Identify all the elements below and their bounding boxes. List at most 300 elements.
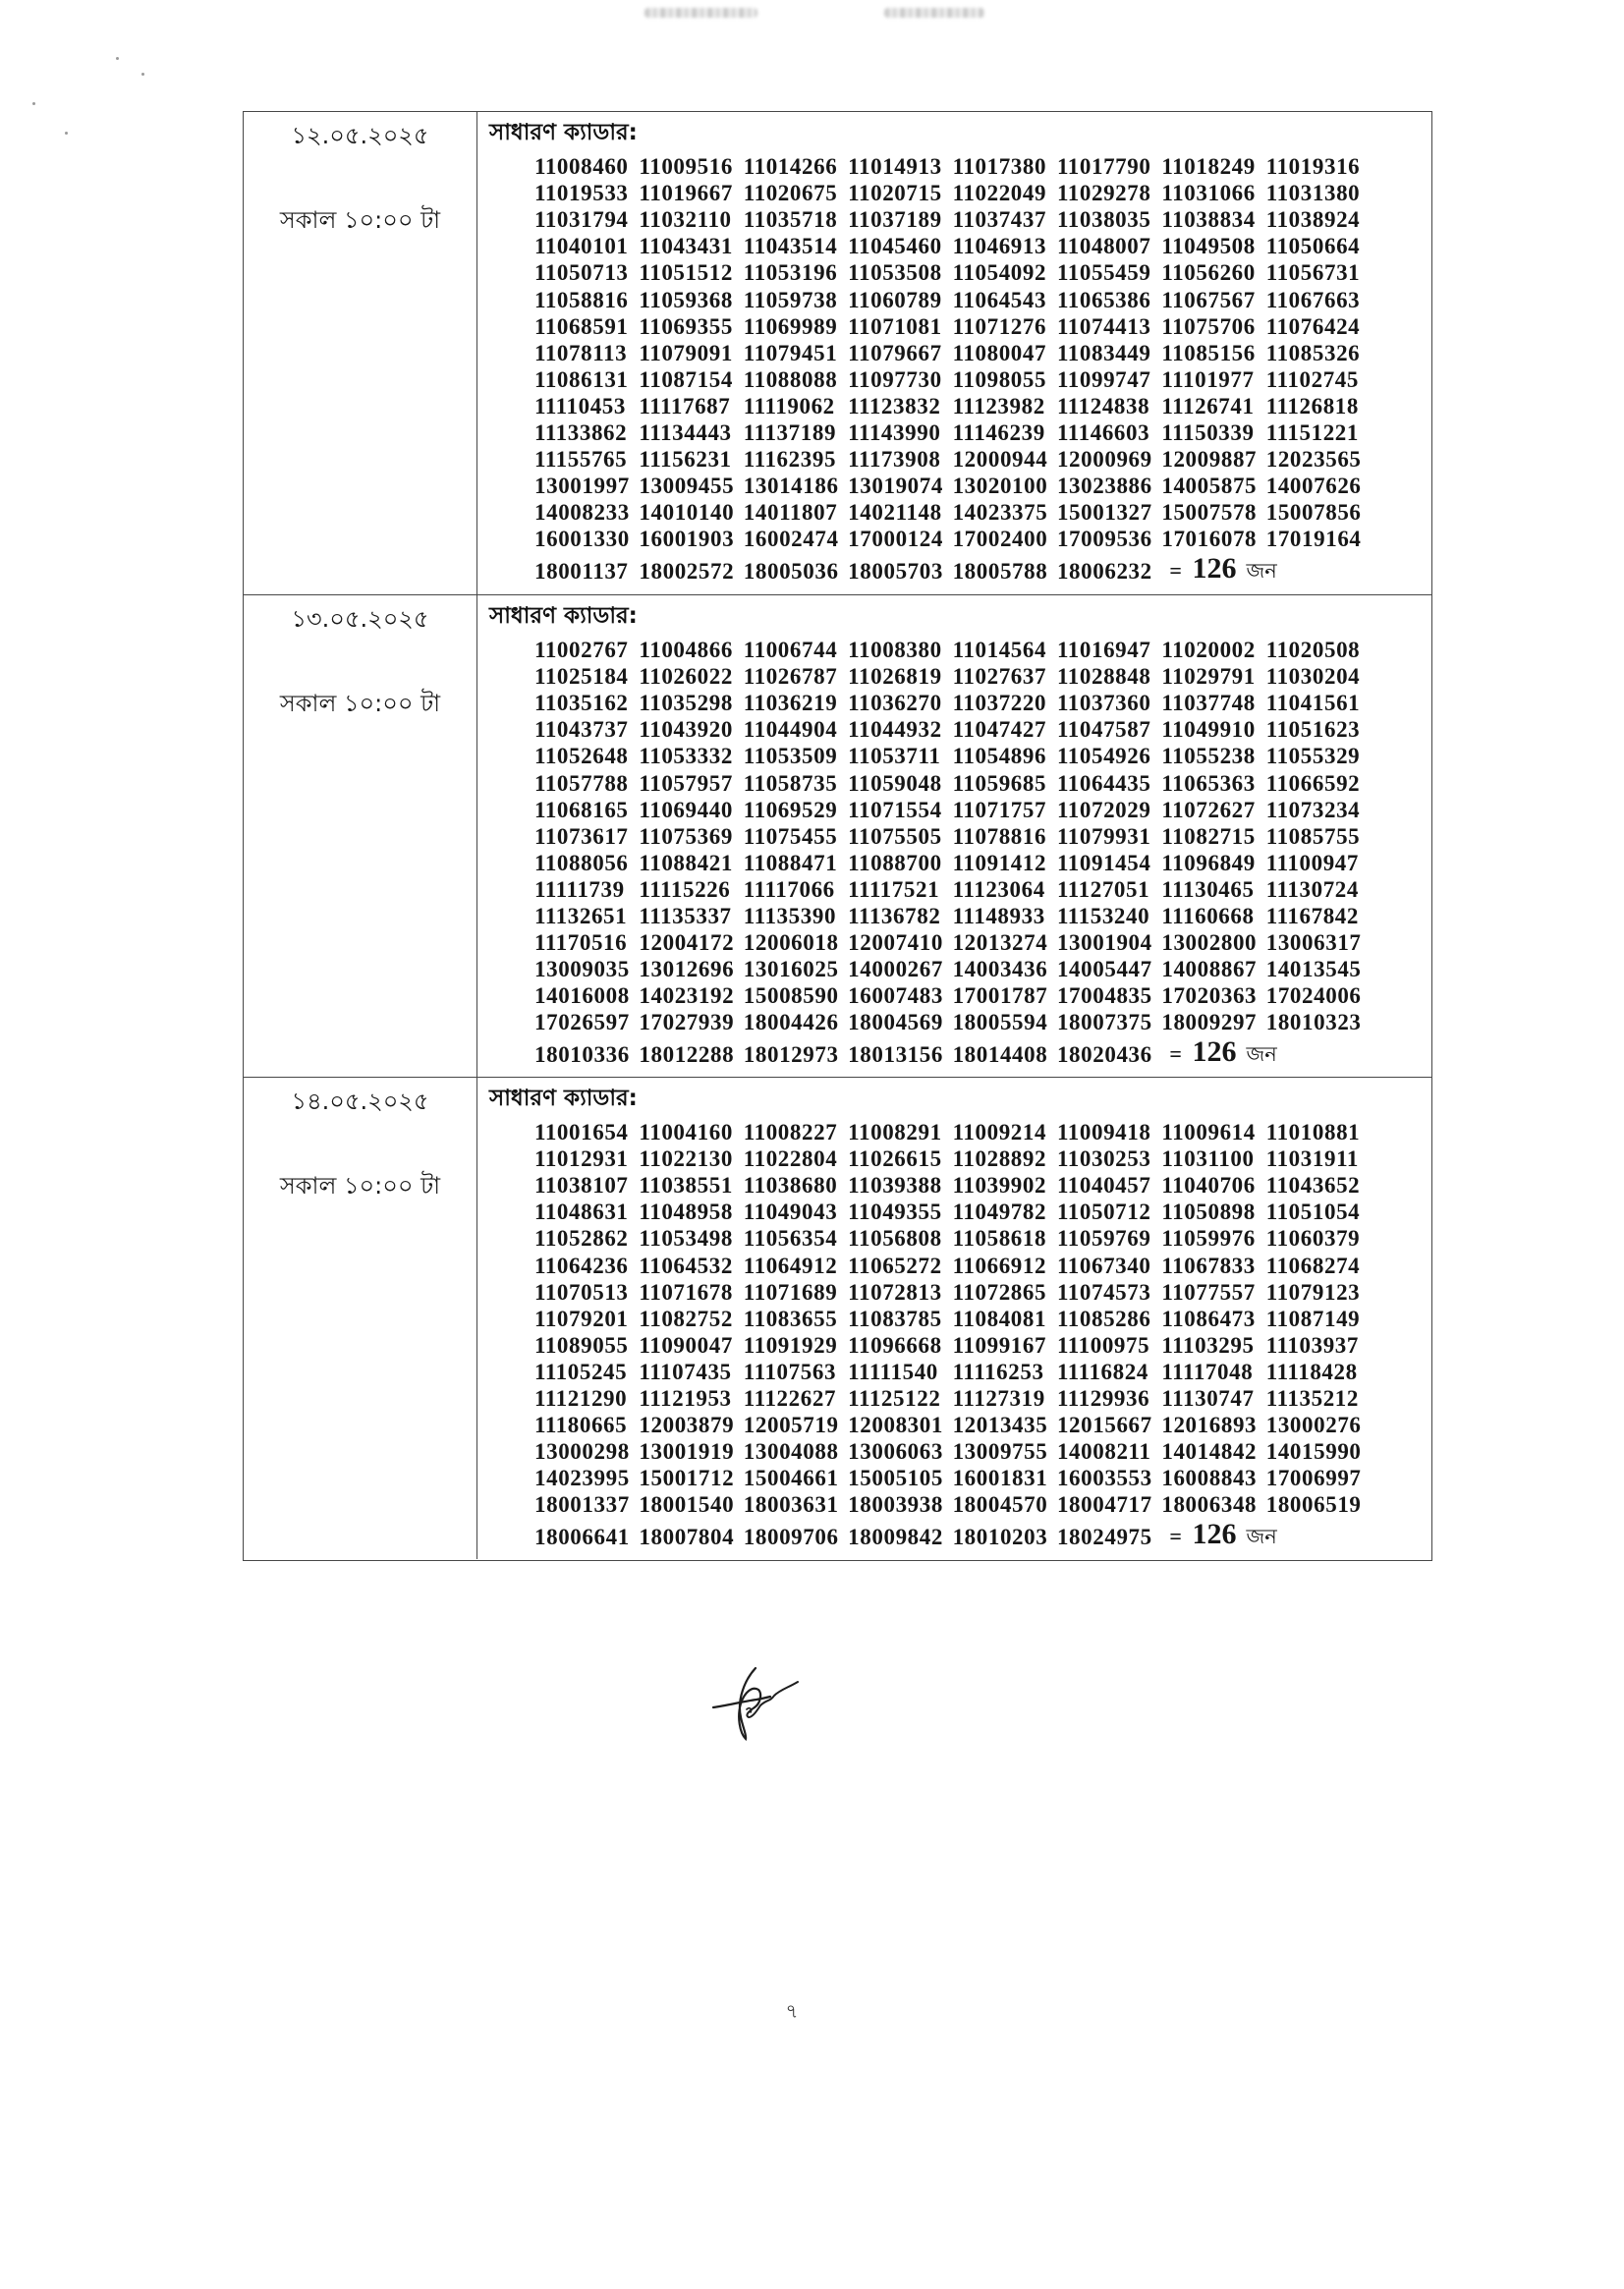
roll-number: 11050898 <box>1161 1200 1256 1225</box>
roll-number: 18010323 <box>1265 1010 1362 1035</box>
roll-number: 11170516 <box>534 930 628 956</box>
roll-number: 11020508 <box>1265 638 1361 663</box>
roll-number: 11091454 <box>1056 850 1151 875</box>
total-count-unit: জন <box>1246 1042 1277 1067</box>
roll-number: 11130747 <box>1161 1386 1255 1412</box>
roll-number: 11084081 <box>952 1306 1047 1331</box>
roll-number: 11127051 <box>1056 876 1150 902</box>
roll-number: 11075455 <box>743 823 838 849</box>
roll-number: 13002800 <box>1161 930 1258 956</box>
roll-number: 11162395 <box>743 447 837 473</box>
roll-number: 11086473 <box>1161 1306 1256 1331</box>
roll-number: 18006641 <box>534 1525 630 1550</box>
roll-number: 13009755 <box>952 1439 1048 1465</box>
roll-number: 11072627 <box>1161 797 1256 822</box>
roll-number: 11019316 <box>1265 154 1361 180</box>
roll-number: 11088471 <box>743 850 838 875</box>
roll-number: 11057957 <box>639 770 733 796</box>
roll-number: 18009842 <box>848 1525 943 1550</box>
roll-number: 11052862 <box>534 1226 629 1252</box>
roll-number: 11057788 <box>534 770 629 796</box>
roll-number: 12013274 <box>952 930 1048 956</box>
roll-number: 11148933 <box>952 904 1045 929</box>
roll-number: 11116824 <box>1056 1359 1148 1384</box>
roll-number: 11050713 <box>534 260 629 286</box>
roll-number: 18012288 <box>639 1042 735 1068</box>
roll-number: 11130465 <box>1161 876 1255 902</box>
roll-number: 11089055 <box>534 1332 629 1358</box>
roll-number: 16002474 <box>743 527 839 552</box>
roll-number: 11146603 <box>1056 420 1150 446</box>
roll-number: 14008211 <box>1056 1439 1151 1465</box>
roll-number: 11083655 <box>743 1306 838 1331</box>
roll-number: 11022804 <box>743 1146 838 1172</box>
roll-number: 11069355 <box>639 313 733 339</box>
roll-number: 11068165 <box>534 797 629 822</box>
roll-number: 11079201 <box>534 1306 629 1331</box>
roll-number: 16001831 <box>952 1466 1048 1491</box>
roll-number: 11043431 <box>639 234 733 259</box>
roll-number: 11155765 <box>534 447 628 473</box>
roll-number: 11069989 <box>743 313 838 339</box>
roll-number: 17006997 <box>1265 1466 1362 1491</box>
roll-number: 11059048 <box>848 770 942 796</box>
roll-number: 11053509 <box>743 744 838 769</box>
roll-number: 12006018 <box>743 930 839 956</box>
roll-number: 11014564 <box>952 638 1047 663</box>
roll-number: 11008460 <box>534 154 629 180</box>
roll-number: 11146239 <box>952 420 1045 446</box>
total-count <box>1161 1518 1371 1551</box>
roll-number: 11043737 <box>534 717 629 743</box>
roll-number: 11053711 <box>848 744 941 769</box>
page-number: ৭ <box>785 1999 799 2023</box>
roll-number: 12004172 <box>639 930 735 956</box>
roll-number: 17019164 <box>1265 527 1362 552</box>
roll-number: 11088056 <box>534 850 629 875</box>
roll-number: 11038107 <box>534 1173 629 1199</box>
roll-number: 14015990 <box>1265 1439 1362 1465</box>
roll-number: 18007375 <box>1056 1010 1152 1035</box>
roll-number: 11029791 <box>1161 664 1256 690</box>
roll-number: 18004570 <box>952 1492 1048 1518</box>
roll-number: 11031100 <box>1161 1146 1255 1172</box>
roll-number: 17000124 <box>848 527 943 552</box>
roll-number: 11088088 <box>743 366 838 392</box>
roll-number: 11101977 <box>1161 366 1255 392</box>
roll-number: 11059976 <box>1161 1226 1256 1252</box>
roll-number: 11009614 <box>1161 1120 1256 1145</box>
roll-number: 11107435 <box>639 1359 732 1384</box>
roll-number: 11050664 <box>1265 234 1361 259</box>
roll-number: 11135390 <box>743 904 837 929</box>
roll-number: 11115226 <box>639 876 731 902</box>
roll-number: 11153240 <box>1056 904 1150 929</box>
roll-number: 11064236 <box>534 1253 629 1278</box>
roll-number: 11031794 <box>534 207 629 233</box>
scan-artifact <box>644 8 757 18</box>
roll-number: 11121290 <box>534 1386 628 1412</box>
roll-number: 11079451 <box>743 340 838 365</box>
roll-number: 11123832 <box>848 393 941 419</box>
roll-number: 11087154 <box>639 366 733 392</box>
roll-number: 18006348 <box>1161 1492 1258 1518</box>
roll-number: 11180665 <box>534 1413 628 1438</box>
roll-number: 11029278 <box>1056 181 1151 206</box>
roll-number: 11070513 <box>534 1279 629 1305</box>
roll-number: 11035162 <box>534 691 629 716</box>
exam-schedule-row <box>244 112 1431 594</box>
roll-number: 11039388 <box>848 1173 942 1199</box>
exam-date: ১৩.০৫.২০২৫ <box>291 605 429 633</box>
roll-number: 11060379 <box>1265 1226 1361 1252</box>
roll-number: 12023565 <box>1265 447 1362 473</box>
roll-number: 11088421 <box>639 850 733 875</box>
roll-number: 13009035 <box>534 957 630 982</box>
date-time-cell <box>244 595 477 1077</box>
roll-number: 11025184 <box>534 664 629 690</box>
roll-number: 11044932 <box>848 717 942 743</box>
roll-number: 11071554 <box>848 797 942 822</box>
roll-number: 11053196 <box>743 260 838 286</box>
roll-number: 11099747 <box>1056 366 1151 392</box>
roll-number: 13023886 <box>1056 474 1152 499</box>
roll-number: 18004569 <box>848 1010 943 1035</box>
roll-number: 11065363 <box>1161 770 1256 796</box>
roll-number: 11116253 <box>952 1359 1044 1384</box>
roll-number: 11086131 <box>534 366 629 392</box>
roll-number: 11127319 <box>952 1386 1045 1412</box>
roll-number: 11083449 <box>1056 340 1151 365</box>
scan-speck <box>141 73 144 76</box>
roll-number: 18005703 <box>848 559 943 585</box>
roll-number: 11055329 <box>1265 744 1361 769</box>
roll-number: 11060789 <box>848 287 942 312</box>
cadre-heading: সাধারণ ক্যাডার: <box>489 1086 638 1111</box>
roll-number: 17024006 <box>1265 983 1362 1009</box>
roll-number: 11044904 <box>743 717 838 743</box>
roll-number: 11160668 <box>1161 904 1255 929</box>
roll-number: 11098055 <box>952 366 1047 392</box>
roll-number: 18009297 <box>1161 1010 1258 1035</box>
roll-number: 18001137 <box>534 559 629 585</box>
roll-number: 18005788 <box>952 559 1048 585</box>
roll-number: 12015667 <box>1056 1413 1152 1438</box>
roll-number: 11100947 <box>1265 850 1359 875</box>
roll-number: 13004088 <box>743 1439 839 1465</box>
roll-number: 12008301 <box>848 1413 943 1438</box>
roll-number: 17016078 <box>1161 527 1258 552</box>
roll-number: 11059368 <box>639 287 733 312</box>
roll-number: 14023192 <box>639 983 735 1009</box>
roll-number: 11068274 <box>1265 1253 1361 1278</box>
roll-number: 14021148 <box>848 500 942 526</box>
roll-number: 11020715 <box>848 181 942 206</box>
roll-number: 13000276 <box>1265 1413 1362 1438</box>
roll-number: 18004426 <box>743 1010 839 1035</box>
roll-number: 18007804 <box>639 1525 735 1550</box>
roll-number: 11080047 <box>952 340 1047 365</box>
roll-number: 11043920 <box>639 717 733 743</box>
signature <box>707 1660 806 1744</box>
roll-number: 11017790 <box>1056 154 1151 180</box>
roll-number: 11074413 <box>1056 313 1151 339</box>
roll-number: 11047587 <box>1056 717 1151 743</box>
roll-number: 11156231 <box>639 447 732 473</box>
roll-number: 11067340 <box>1056 1253 1151 1278</box>
roll-number: 14023375 <box>952 500 1048 526</box>
roll-number-list <box>534 153 1371 585</box>
roll-number: 11022130 <box>639 1146 733 1172</box>
total-count <box>1161 1035 1371 1069</box>
roll-number: 11009516 <box>639 154 733 180</box>
roll-number: 16001330 <box>534 527 630 552</box>
roll-number: 11059685 <box>952 770 1047 796</box>
roll-number: 11032110 <box>639 207 732 233</box>
roll-number: 11088700 <box>848 850 942 875</box>
roll-number: 11103937 <box>1265 1332 1359 1358</box>
roll-number: 11130724 <box>1265 876 1359 902</box>
roll-number: 18004717 <box>1056 1492 1152 1518</box>
roll-number: 18006232 <box>1056 559 1152 585</box>
roll-number: 11049782 <box>952 1200 1047 1225</box>
roll-number: 11082715 <box>1161 823 1256 849</box>
roll-number: 18003631 <box>743 1492 839 1518</box>
roll-number: 11054896 <box>952 744 1047 769</box>
roll-number: 11008227 <box>743 1120 838 1145</box>
roll-number: 11031066 <box>1161 181 1256 206</box>
roll-number: 11051623 <box>1265 717 1361 743</box>
roll-number: 17002400 <box>952 527 1048 552</box>
roll-number: 18005594 <box>952 1010 1048 1035</box>
roll-number: 18005036 <box>743 559 839 585</box>
roll-number: 11117521 <box>848 876 940 902</box>
roll-number: 11064435 <box>1056 770 1151 796</box>
roll-number: 11019667 <box>639 181 733 206</box>
roll-number: 11053498 <box>639 1226 733 1252</box>
exam-time: সকাল ১০:০০ টা <box>279 1172 441 1200</box>
equals-sign: = <box>1169 1041 1183 1067</box>
scan-speck <box>116 57 119 60</box>
roll-number: 18014408 <box>952 1042 1048 1068</box>
roll-number: 11135212 <box>1265 1386 1359 1412</box>
roll-number: 11028848 <box>1056 664 1151 690</box>
roll-number: 11037360 <box>1056 691 1151 716</box>
roll-number: 11016947 <box>1056 638 1151 663</box>
roll-number: 18010336 <box>534 1042 630 1068</box>
roll-number: 14003436 <box>952 957 1048 982</box>
roll-number: 11039902 <box>952 1173 1047 1199</box>
roll-number: 15007856 <box>1265 500 1362 526</box>
roll-number: 11058816 <box>534 287 629 312</box>
roll-number: 11018249 <box>1161 154 1256 180</box>
roll-number: 11058735 <box>743 770 838 796</box>
roll-number: 13006317 <box>1265 930 1362 956</box>
roll-number: 11079667 <box>848 340 942 365</box>
roll-number: 11071081 <box>848 313 942 339</box>
roll-number: 11075369 <box>639 823 733 849</box>
roll-number: 14010140 <box>639 500 735 526</box>
roll-number: 11117048 <box>1161 1359 1254 1384</box>
roll-number: 11002767 <box>534 638 629 663</box>
roll-number: 11069440 <box>639 797 733 822</box>
roll-number: 11167842 <box>1265 904 1359 929</box>
roll-number: 11126818 <box>1265 393 1359 419</box>
roll-number: 12005719 <box>743 1413 839 1438</box>
exam-time: সকাল ১০:০০ টা <box>279 690 441 717</box>
roll-number: 11064912 <box>743 1253 838 1278</box>
roll-number: 14000267 <box>848 957 943 982</box>
scan-speck <box>32 102 35 105</box>
roll-number: 11085286 <box>1056 1306 1151 1331</box>
exam-date: ১২.০৫.২০২৫ <box>291 122 429 149</box>
equals-sign: = <box>1169 1524 1183 1549</box>
roll-number: 11026787 <box>743 664 838 690</box>
roll-number: 11037748 <box>1161 691 1256 716</box>
roll-number: 11026819 <box>848 664 942 690</box>
roll-number: 11078816 <box>952 823 1047 849</box>
roll-number: 15008590 <box>743 983 839 1009</box>
roll-number: 11009214 <box>952 1120 1047 1145</box>
roll-number: 18002572 <box>639 559 735 585</box>
roll-number: 11049910 <box>1161 717 1256 743</box>
roll-number: 16001903 <box>639 527 735 552</box>
roll-number: 11041561 <box>1265 691 1361 716</box>
roll-number: 11082752 <box>639 1306 733 1331</box>
roll-number: 11096668 <box>848 1332 942 1358</box>
roll-number: 11079091 <box>639 340 733 365</box>
roll-number-list <box>534 1119 1371 1550</box>
roll-number: 11037220 <box>952 691 1047 716</box>
roll-number: 14008233 <box>534 500 630 526</box>
roll-number: 11072865 <box>952 1279 1047 1305</box>
roll-number: 11071689 <box>743 1279 838 1305</box>
roll-number: 11014913 <box>848 154 942 180</box>
roll-number: 17004835 <box>1056 983 1152 1009</box>
total-count-value: 126 <box>1192 1035 1237 1069</box>
roll-number: 16003553 <box>1056 1466 1152 1491</box>
roll-number: 13000298 <box>534 1439 630 1465</box>
roll-number: 11107563 <box>743 1359 837 1384</box>
exam-schedule-row <box>244 1077 1431 1559</box>
roll-number: 11059738 <box>743 287 838 312</box>
roll-number: 11136782 <box>848 904 941 929</box>
exam-schedule-row <box>244 594 1431 1077</box>
roll-number: 11038035 <box>1056 207 1151 233</box>
roll-number: 13019074 <box>848 474 943 499</box>
scan-artifact <box>884 8 984 18</box>
roll-number: 18001540 <box>639 1492 735 1518</box>
total-count-value: 126 <box>1192 552 1237 586</box>
roll-number: 12007410 <box>848 930 943 956</box>
roll-number: 11049508 <box>1161 234 1256 259</box>
roll-number: 11066912 <box>952 1253 1047 1278</box>
roll-number: 11085326 <box>1265 340 1361 365</box>
roll-number: 11054092 <box>952 260 1047 286</box>
roll-number: 17026597 <box>534 1010 630 1035</box>
roll-number: 11043652 <box>1265 1173 1361 1199</box>
roll-number: 13009455 <box>639 474 735 499</box>
roll-number: 18001337 <box>534 1492 630 1518</box>
roll-number: 11006744 <box>743 638 838 663</box>
roll-number: 11096849 <box>1161 850 1256 875</box>
roll-number: 11064543 <box>952 287 1047 312</box>
roll-number: 11132651 <box>534 904 628 929</box>
roll-number: 11066592 <box>1265 770 1361 796</box>
roll-number: 11038551 <box>639 1173 733 1199</box>
roll-number: 11126741 <box>1161 393 1255 419</box>
roll-number: 16007483 <box>848 983 943 1009</box>
roll-number: 17027939 <box>639 1010 735 1035</box>
roll-number: 11030204 <box>1265 664 1361 690</box>
roll-number: 11090047 <box>639 1332 733 1358</box>
scan-speck <box>65 132 68 135</box>
roll-number: 18024975 <box>1056 1525 1152 1550</box>
roll-number: 11105245 <box>534 1359 628 1384</box>
roll-number: 11045460 <box>848 234 942 259</box>
roll-number: 13012696 <box>639 957 735 982</box>
total-count-unit: জন <box>1246 559 1277 584</box>
roll-number: 18010203 <box>952 1525 1048 1550</box>
roll-number: 18003938 <box>848 1492 943 1518</box>
roll-number: 11110453 <box>534 393 626 419</box>
roll-number: 11056808 <box>848 1226 942 1252</box>
roll-number: 11047427 <box>952 717 1047 743</box>
roll-number: 12009887 <box>1161 447 1258 473</box>
roll-number: 11020675 <box>743 181 838 206</box>
roll-number: 11031380 <box>1265 181 1361 206</box>
exam-schedule-table <box>243 111 1432 1561</box>
roll-number: 11097730 <box>848 366 942 392</box>
roll-number: 14011807 <box>743 500 838 526</box>
roll-number: 16008843 <box>1161 1466 1258 1491</box>
roll-number: 11049043 <box>743 1200 838 1225</box>
roll-number: 11073234 <box>1265 797 1361 822</box>
roll-number: 11143990 <box>848 420 941 446</box>
roll-number: 11008380 <box>848 638 942 663</box>
roll-number: 11111540 <box>848 1359 938 1384</box>
roll-number: 17009536 <box>1056 527 1152 552</box>
roll-number: 11027637 <box>952 664 1047 690</box>
roll-number: 12000944 <box>952 447 1048 473</box>
roll-number: 13020100 <box>952 474 1048 499</box>
roll-number: 11040457 <box>1056 1173 1151 1199</box>
roll-number: 11001654 <box>534 1120 629 1145</box>
roll-number: 11073617 <box>534 823 629 849</box>
roll-number: 11091412 <box>952 850 1047 875</box>
roll-number: 11123982 <box>952 393 1045 419</box>
roll-number: 11075505 <box>848 823 942 849</box>
roll-number: 11031911 <box>1265 1146 1359 1172</box>
roll-number: 11065272 <box>848 1253 942 1278</box>
roll-number: 18006519 <box>1265 1492 1362 1518</box>
roll-number: 11072029 <box>1056 797 1151 822</box>
roll-number: 11134443 <box>639 420 732 446</box>
total-count-unit: জন <box>1246 1525 1277 1549</box>
roll-number: 11085755 <box>1265 823 1361 849</box>
roll-number: 11051512 <box>639 260 733 286</box>
roll-number: 18013156 <box>848 1042 943 1068</box>
roll-number: 11075706 <box>1161 313 1256 339</box>
roll-number: 14013545 <box>1265 957 1362 982</box>
roll-number: 11046913 <box>952 234 1047 259</box>
roll-number: 11014266 <box>743 154 838 180</box>
roll-number: 14008867 <box>1161 957 1258 982</box>
roll-number: 13001919 <box>639 1439 735 1465</box>
date-time-cell <box>244 112 477 594</box>
roll-number: 12013435 <box>952 1413 1048 1438</box>
roll-number: 11125122 <box>848 1386 941 1412</box>
